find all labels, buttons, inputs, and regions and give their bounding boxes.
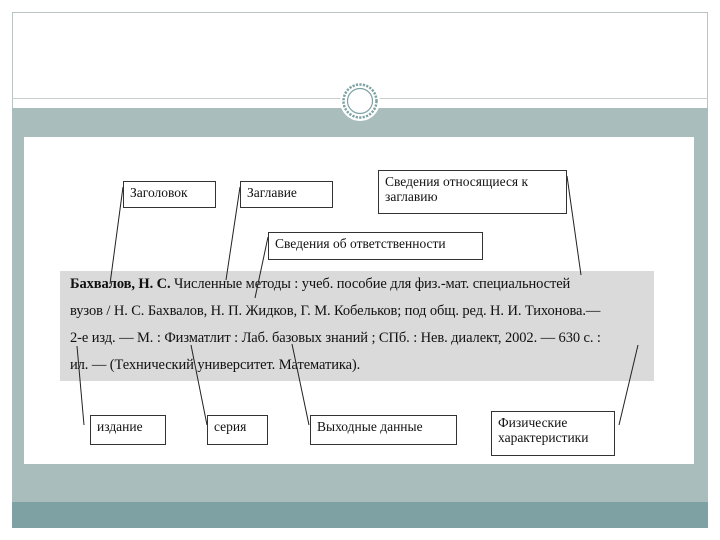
label-title: Заглавие — [240, 181, 333, 208]
citation-line-2: вузов / Н. С. Бахвалов, Н. П. Жидков, Г. М. Кобельков; под общ. ред. Н. И. Тихонова.— — [70, 303, 601, 319]
label-edition: издание — [90, 415, 166, 445]
connector-edition — [77, 346, 84, 425]
label-title-info: Сведения относящиеся к заглавию — [378, 170, 567, 214]
connector-physical — [619, 345, 638, 425]
connector-title-info — [567, 176, 581, 275]
label-responsibility: Сведения об ответственности — [268, 232, 483, 260]
connector-imprint — [292, 344, 309, 425]
citation-author: Бахвалов, Н. С. — [70, 276, 171, 292]
label-imprint: Выходные данные — [310, 415, 457, 445]
citation-title-text: Численные методы : учеб. пособие для физ.-мат. специальностей — [170, 276, 571, 292]
label-heading: Заголовок — [123, 181, 216, 208]
connector-heading — [110, 187, 123, 284]
connector-responsibility — [255, 237, 268, 298]
connector-title — [226, 187, 240, 280]
connector-series — [191, 345, 207, 425]
citation-line-3: 2-е изд. — М. : Физматлит : Лаб. базовых знаний ; СПб. : Нев. диалект, 2002. — 630 с. : — [70, 330, 601, 346]
citation-line-4: ил. — (Технический университет. Математика). — [70, 357, 361, 373]
label-physical: Физические характеристики — [491, 411, 615, 456]
label-series: серия — [207, 415, 268, 445]
